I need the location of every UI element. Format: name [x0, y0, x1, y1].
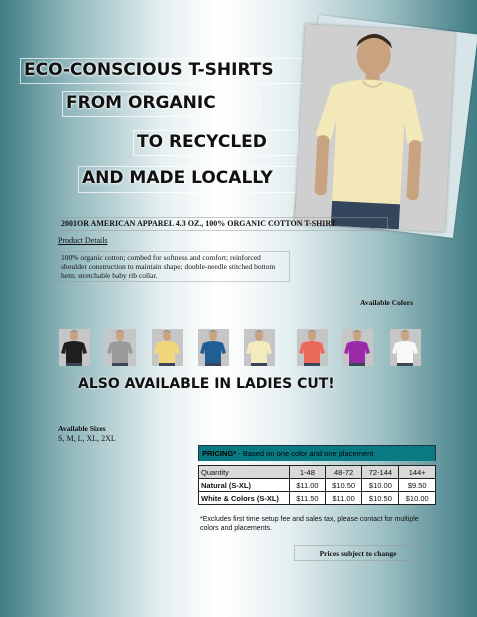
color-swatch[interactable] [390, 329, 421, 366]
table-row [199, 479, 436, 492]
table-cell: $10.00 [399, 492, 436, 505]
table-row [199, 466, 436, 479]
table-cell: 144+ [399, 466, 436, 479]
table-cell: $11.00 [290, 479, 326, 492]
table-row [199, 492, 436, 505]
pricing-footnote: *Excludes first time setup fee and sales tax, please contact for multiple colors and placements. [200, 516, 419, 532]
headline-line-4: AND MADE LOCALLY [78, 166, 300, 193]
ladies-cut-banner: ALSO AVAILABLE IN LADIES CUT! [78, 376, 335, 392]
table-cell: 1-48 [290, 466, 326, 479]
headline-line-3: TO RECYCLED [133, 130, 298, 156]
color-swatch[interactable] [244, 329, 275, 366]
pricing-table [198, 445, 436, 505]
table-cell: Natural (S-XL) [199, 479, 290, 492]
headline-line-2: FROM ORGANIC [62, 91, 260, 117]
table-cell: $10.50 [325, 479, 362, 492]
pricing-header-title: PRICING* [202, 449, 237, 458]
product-title: 2001OR AMERICAN APPAREL 4.3 OZ., 100% ORGANIC COTTON T-SHIRT [58, 217, 388, 231]
available-colors-label: Available Colors [360, 298, 413, 307]
color-swatch[interactable] [59, 329, 90, 366]
sizes-label: Available Sizes [58, 424, 106, 433]
color-swatch[interactable] [342, 329, 373, 366]
model-photo-stack [296, 22, 471, 232]
table-cell: Quantity [199, 466, 290, 479]
prices-subject-to-change: Prices subject to change [294, 545, 422, 561]
table-cell: $11.00 [325, 492, 362, 505]
headline-line-1: ECO-CONSCIOUS T-SHIRTS [20, 58, 306, 84]
table-cell: $10.50 [362, 492, 399, 505]
product-details-link[interactable]: Product Details [58, 236, 108, 245]
table-cell: $10.00 [362, 479, 399, 492]
table-cell: $9.50 [399, 479, 436, 492]
product-details-text: 100% organic cotton; combed for softness and comfort; reinforced shoulder construction to maintain shape; double-needle stitched bottom hem; stretchable baby rib collar. [58, 251, 290, 282]
pricing-header-subtitle: - Based on one color and one placement [236, 449, 374, 458]
model-photo [295, 24, 455, 232]
color-swatch[interactable] [105, 329, 136, 366]
color-swatch[interactable] [198, 329, 229, 366]
pricing-header [198, 445, 436, 461]
model-tshirt-illustration [295, 24, 455, 232]
table-cell: 72-144 [362, 466, 399, 479]
pricing-grid [198, 465, 436, 505]
color-swatch[interactable] [297, 329, 328, 366]
table-cell: $11.50 [290, 492, 326, 505]
sizes-value: S, M, L, XL, 2XL [58, 434, 116, 443]
table-cell: White & Colors (S-XL) [199, 492, 290, 505]
color-swatch[interactable] [152, 329, 183, 366]
table-cell: 48-72 [325, 466, 362, 479]
